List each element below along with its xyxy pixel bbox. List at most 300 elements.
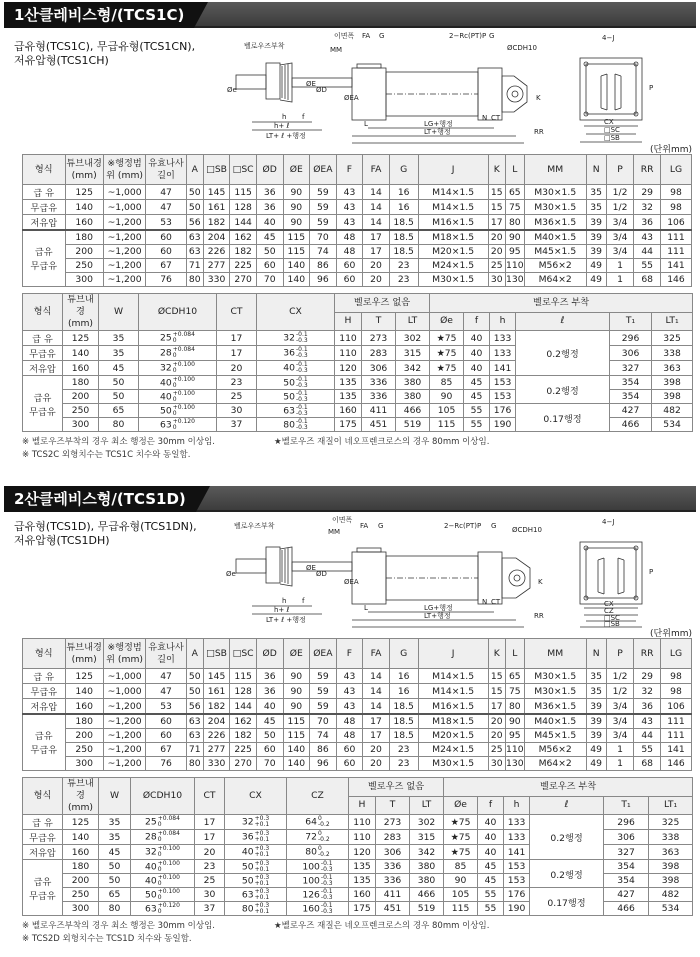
th2-oe: Øe (430, 312, 464, 331)
table-cell: 135 (335, 390, 362, 404)
type-line: 급유 (33, 392, 52, 404)
th-type: 형식 (23, 155, 66, 185)
section-tcs1c (4, 2, 696, 472)
type-cell (23, 860, 63, 916)
table-cell: 144 (230, 215, 257, 231)
table-cell: 342 (396, 361, 430, 376)
table-cell: 182 (230, 728, 257, 742)
table-cell: 49 (586, 258, 606, 272)
tol-upper: +0.100 (157, 859, 180, 867)
tol-lower: +0.1 (254, 851, 270, 858)
tolerance (321, 875, 333, 887)
th-e: ØE (283, 155, 310, 185)
table-cell: 200 (65, 244, 103, 258)
table-cell: 17 (217, 346, 257, 361)
tol-lower: 0 (172, 352, 177, 359)
table-cell: 162 (230, 714, 257, 728)
table-row (23, 756, 692, 770)
th2-h: H (349, 796, 376, 815)
tolerance (296, 362, 308, 374)
table-row (23, 230, 692, 244)
table-row (23, 215, 692, 231)
table-cell: 110 (335, 331, 362, 346)
table-cell: 98 (660, 669, 691, 684)
th2-h: H (335, 312, 362, 331)
table-cell: 200 (63, 390, 99, 404)
table-cell: 90 (444, 874, 478, 888)
table-cell: 336 (362, 390, 396, 404)
table-cell: 98 (660, 684, 691, 699)
tol-lower: 0 (157, 821, 162, 828)
table-cell: 111 (660, 244, 691, 258)
table-cell: 48 (336, 230, 363, 244)
table-row (23, 272, 692, 286)
tolerance (173, 405, 195, 417)
table-cell: 16 (389, 185, 418, 200)
th-stroke: ※행정범위 (mm) (103, 155, 146, 185)
value: 25 (145, 816, 157, 828)
tol-upper: -0.1 (295, 346, 308, 353)
th-stroke: ※행정범위 (mm) (103, 639, 146, 669)
label-lt-l: LT+ ℓ +행정 (266, 132, 306, 140)
unit-label: (단위mm) (650, 145, 692, 155)
table-cell: 53 (146, 699, 186, 715)
th2-ct: CT (195, 778, 225, 815)
table-cell: ~1,200 (103, 258, 146, 272)
table-cell: 1 (606, 258, 634, 272)
table-cell: 135 (335, 376, 362, 390)
table-cell: 204 (203, 714, 230, 728)
table-cell: M18×1.5 (418, 714, 488, 728)
label-sb: □SB (604, 134, 620, 142)
table-cell: 45 (99, 845, 131, 860)
table-cell: 110 (506, 259, 524, 271)
table-cell: 30 (217, 404, 257, 418)
table-cell: 160 (63, 361, 99, 376)
value: 50 (283, 391, 295, 402)
table-cell: 16 (389, 669, 418, 684)
table-cell (131, 874, 195, 888)
table-cell: 40 (478, 845, 504, 860)
table-cell: 466 (396, 404, 430, 418)
label-width-across: 이면폭 (332, 516, 353, 524)
label-lt-l: LT+ ℓ +행정 (266, 616, 306, 624)
table-cell: 85 (444, 860, 478, 874)
table-cell: 130 (506, 273, 524, 285)
th2-lt: LT (396, 312, 430, 331)
tol-upper: -0.1 (295, 417, 308, 425)
th-type: 형식 (23, 639, 66, 669)
tol-upper: -0.1 (295, 403, 308, 411)
table-cell: 60 (256, 742, 283, 756)
table-row (23, 742, 692, 756)
th-a: A (186, 155, 203, 185)
table-cell: 277 (203, 258, 230, 272)
tol-upper: +0.100 (157, 873, 180, 881)
tol-lower: +0.1 (254, 836, 270, 843)
type-cell: 급 유 (23, 331, 63, 346)
type-cell (23, 376, 63, 432)
table-cell: 182 (203, 215, 230, 231)
th2-f: f (478, 796, 504, 815)
table-row (23, 699, 692, 715)
table-cell: 55 (634, 258, 661, 272)
tol-lower: 0 (172, 367, 177, 374)
table-cell: 200 (63, 874, 99, 888)
table-cell (287, 830, 349, 845)
tol-lower: -0.2 (317, 836, 330, 843)
table-cell: 17 (217, 331, 257, 346)
value: 32 (241, 816, 254, 828)
value: 80 (283, 419, 295, 430)
table-cell: 14 (363, 684, 390, 699)
table-cell (287, 902, 349, 916)
table-cell: 90 (283, 669, 310, 684)
table-cell: 115 (283, 244, 310, 258)
type-cell: 무급유 (23, 830, 63, 845)
table-cell: 398 (652, 376, 693, 390)
table-cell: 30 (195, 888, 225, 902)
tol-lower: 0 (157, 851, 162, 858)
table-cell: 180 (63, 376, 99, 390)
tolerance (158, 889, 180, 901)
table-row (23, 404, 693, 418)
value: 50 (241, 875, 254, 886)
table-cell: 45 (256, 714, 283, 728)
label-f: f (302, 597, 305, 605)
spec-table-1 (22, 638, 692, 771)
table-cell: 23 (195, 860, 225, 874)
table-cell: ~1,000 (103, 669, 146, 684)
table-cell: 80 (505, 215, 524, 231)
table-cell: 398 (652, 390, 693, 404)
table-cell: 534 (652, 418, 693, 432)
table-cell: 175 (349, 902, 376, 916)
label-l: L (364, 604, 368, 612)
table-cell: 110 (506, 743, 524, 755)
table-cell: 60 (256, 258, 283, 272)
label-k: K (536, 94, 541, 102)
table-cell: 180 (65, 230, 103, 244)
table-cell: 160 (65, 699, 103, 715)
table-cell: 90 (283, 699, 310, 715)
table-cell: 354 (610, 390, 652, 404)
tol-upper: +0.084 (172, 331, 195, 338)
table-cell: 120 (335, 361, 362, 376)
table-cell: ~1,200 (103, 244, 146, 258)
th2-cx: CX (257, 294, 335, 331)
table-row (23, 714, 692, 728)
th-sb: □SB (203, 155, 230, 185)
table-cell: 20 (217, 361, 257, 376)
table-cell: 70 (310, 714, 337, 728)
table-cell: ~1,200 (103, 742, 146, 756)
tol-lower: -0.3 (295, 395, 308, 403)
table-cell: M56×2 (524, 742, 586, 756)
th2-type: 형식 (23, 294, 63, 331)
table-cell (287, 860, 349, 874)
table-cell: 15 (488, 684, 505, 699)
table-cell: 273 (376, 815, 410, 830)
table-cell: 39 (586, 714, 606, 728)
table-cell: 60 (336, 258, 363, 272)
table-cell: 96 (310, 756, 337, 770)
tol-upper: +0.100 (172, 361, 195, 368)
table-cell: 44 (634, 728, 661, 742)
table-cell: 3/4 (606, 244, 634, 258)
table-cell: 380 (396, 390, 430, 404)
table-cell: 111 (660, 230, 691, 244)
table-cell: 90 (505, 230, 524, 244)
th-d: ØD (256, 639, 283, 669)
label-cz: CZ (604, 607, 614, 615)
table-cell: 20 (195, 845, 225, 860)
table-cell: 60 (336, 272, 363, 286)
table-cell: 466 (604, 902, 649, 916)
type-cell: 무급유 (23, 684, 66, 699)
th2-hh: h (504, 796, 530, 815)
tol-lower: -0.3 (295, 409, 308, 417)
table-cell: 20 (488, 728, 505, 742)
table-cell: ★75 (444, 845, 478, 860)
value: 80 (241, 903, 254, 914)
table-cell: 37 (195, 902, 225, 916)
tol-lower: -0.3 (320, 879, 333, 887)
table-cell: 32 (634, 684, 661, 699)
tolerance (296, 347, 308, 359)
table-cell: M45×1.5 (524, 728, 586, 742)
table-cell: 71 (186, 742, 203, 756)
table-cell: 482 (649, 888, 693, 902)
value: 32 (145, 846, 157, 858)
label-g: G (379, 32, 385, 40)
table-cell: 115 (444, 902, 478, 916)
table-cell: 270 (230, 272, 257, 286)
table-cell: 43 (336, 185, 363, 200)
table-cell: 55 (478, 888, 504, 902)
table-cell: 35 (99, 331, 139, 346)
subtitle-line-1: 급유형(TCS1C), 무급유형(TCS1CN), (14, 40, 196, 53)
table-cell: 427 (610, 404, 652, 418)
table-cell: 71 (186, 258, 203, 272)
value: 28 (145, 831, 157, 843)
table-cell: 47 (146, 185, 186, 200)
section-title-band (4, 486, 696, 512)
table-cell: 18.5 (389, 728, 418, 742)
label-sb: □SB (604, 620, 620, 628)
label-lg: LG+행정 (424, 604, 453, 612)
label-oe2: ØE (306, 80, 316, 88)
table-cell: 519 (410, 902, 444, 916)
th-sc: □SC (230, 155, 257, 185)
th-k: K (488, 639, 505, 669)
label-sc: □SC (604, 126, 620, 134)
table-cell: 380 (410, 874, 444, 888)
subtitle-line-2: 저유압형(TCS1CH) (14, 54, 109, 67)
table-cell: 1 (606, 742, 634, 756)
value: 63 (160, 419, 172, 430)
th-sc: □SC (230, 639, 257, 669)
table-cell (139, 376, 217, 390)
th2-no-bellows: 벨로우즈 없음 (349, 778, 444, 797)
table-row (23, 331, 693, 346)
table-cell: ~1,200 (103, 756, 146, 770)
table-cell: 43 (634, 714, 661, 728)
table-cell: 250 (65, 258, 103, 272)
table-cell (225, 888, 287, 902)
table-cell: 96 (310, 272, 337, 286)
table-cell: 226 (203, 728, 230, 742)
table-cell: 35 (586, 200, 606, 215)
table-cell: 111 (660, 714, 691, 728)
label-n: N (482, 598, 488, 606)
table-cell: 140 (63, 830, 99, 845)
th-p: P (606, 155, 634, 185)
value: 32 (160, 362, 172, 374)
table-cell: 29 (634, 669, 661, 684)
table-cell: 45 (478, 860, 504, 874)
section-tcs1d (4, 486, 696, 956)
label-mm: MM (330, 46, 343, 54)
table-cell: 95 (505, 728, 524, 742)
spec-table-2 (22, 293, 693, 432)
table-cell: 330 (203, 756, 230, 770)
table-cell: 25 (217, 390, 257, 404)
label-4j: 4−J (602, 34, 615, 42)
table-cell: 325 (652, 331, 693, 346)
table-cell: 43 (336, 215, 363, 231)
table-cell: 1/2 (606, 200, 634, 215)
table-cell: 105 (430, 404, 464, 418)
table-cell: 43 (336, 669, 363, 684)
tol-lower: 0 (172, 381, 177, 389)
tol-lower: 0 (172, 395, 177, 403)
section-title: 2산클레비스형/(TCS1D) (4, 486, 196, 512)
table-cell: 39 (586, 215, 606, 231)
table-cell: ~1,000 (103, 185, 146, 200)
table-cell (139, 361, 217, 376)
tol-upper: +0.100 (172, 389, 195, 397)
table-cell: 59 (310, 215, 337, 231)
table-cell: 115 (283, 230, 310, 244)
table-cell: 146 (660, 272, 691, 286)
table-cell: 325 (649, 815, 693, 830)
table-row (23, 684, 692, 699)
table-cell: 110 (349, 830, 376, 845)
table-cell: 519 (396, 418, 430, 432)
tolerance (296, 332, 308, 344)
table-cell: 342 (410, 845, 444, 860)
table-cell: 56 (186, 699, 203, 715)
table-cell: 110 (349, 815, 376, 830)
tolerance (255, 889, 270, 901)
table-cell: 40 (464, 346, 490, 361)
table-cell: 140 (63, 346, 99, 361)
tolerance (296, 391, 308, 403)
table-cell (257, 346, 335, 361)
table-cell: 59 (310, 684, 337, 699)
label-p: P (649, 84, 654, 92)
table-cell: 153 (490, 376, 516, 390)
table-cell: 68 (634, 272, 661, 286)
table-cell: ~1,000 (103, 200, 146, 215)
th2-cd: ØCDH10 (131, 778, 195, 815)
table-cell: 35 (586, 669, 606, 684)
table-cell: 283 (376, 830, 410, 845)
table-cell: 160 (335, 404, 362, 418)
table-cell: 250 (63, 404, 99, 418)
table-cell: 16 (389, 200, 418, 215)
table-cell: 180 (63, 860, 99, 874)
table-cell: 140 (65, 200, 103, 215)
table-cell: 144 (230, 699, 257, 715)
type-line: 급유 (34, 247, 53, 259)
value: 160 (302, 903, 320, 914)
table-cell: ~1,000 (103, 684, 146, 699)
th2-t1: T₁ (610, 312, 652, 331)
table-cell: 411 (362, 404, 396, 418)
table-cell: M45×1.5 (524, 244, 586, 258)
table-cell: 1/2 (606, 185, 634, 200)
table-cell (287, 888, 349, 902)
tol-lower: 0 (157, 836, 162, 843)
label-cx: CX (604, 600, 614, 608)
table-cell: 153 (504, 860, 530, 874)
th-a: A (186, 639, 203, 669)
table-cell: 140 (283, 272, 310, 286)
table-cell: 466 (410, 888, 444, 902)
table-cell: 49 (586, 742, 606, 756)
th2-t1: T₁ (604, 796, 649, 815)
table-cell: 48 (336, 714, 363, 728)
value: 50 (283, 377, 295, 388)
tolerance (296, 419, 308, 431)
table-cell: 65 (99, 888, 131, 902)
table-cell: 270 (230, 756, 257, 770)
tolerance (255, 846, 270, 858)
table-cell: 380 (410, 860, 444, 874)
table-cell: 18.5 (389, 699, 418, 715)
value: 63 (283, 405, 295, 416)
table-cell: 128 (230, 200, 257, 215)
table-cell: 32 (634, 200, 661, 215)
table-cell: 98 (660, 200, 691, 215)
th2-lt1: LT₁ (649, 796, 693, 815)
table-cell: 466 (610, 418, 652, 432)
table-row (23, 244, 692, 258)
th2-f: f (464, 312, 490, 331)
type-cell: 저유압 (23, 845, 63, 860)
tolerance (318, 816, 330, 828)
table-cell: 45 (478, 874, 504, 888)
th2-cx: CX (225, 778, 287, 815)
tolerance (158, 846, 180, 858)
tol-lower: -0.3 (295, 381, 308, 389)
label-hl: h+ ℓ (274, 606, 290, 614)
table-cell: 250 (65, 742, 103, 756)
table-cell: 59 (310, 669, 337, 684)
table-cell: 380 (396, 376, 430, 390)
tolerance (173, 377, 195, 389)
label-fa: FA (360, 522, 369, 530)
table-cell: 160 (65, 215, 103, 231)
table-cell: 98 (660, 185, 691, 200)
table-cell: 482 (652, 404, 693, 418)
table-cell: 39 (586, 699, 606, 715)
table-cell: 300 (65, 272, 103, 286)
table-cell: M18×1.5 (418, 230, 488, 244)
th2-t: T (362, 312, 396, 331)
